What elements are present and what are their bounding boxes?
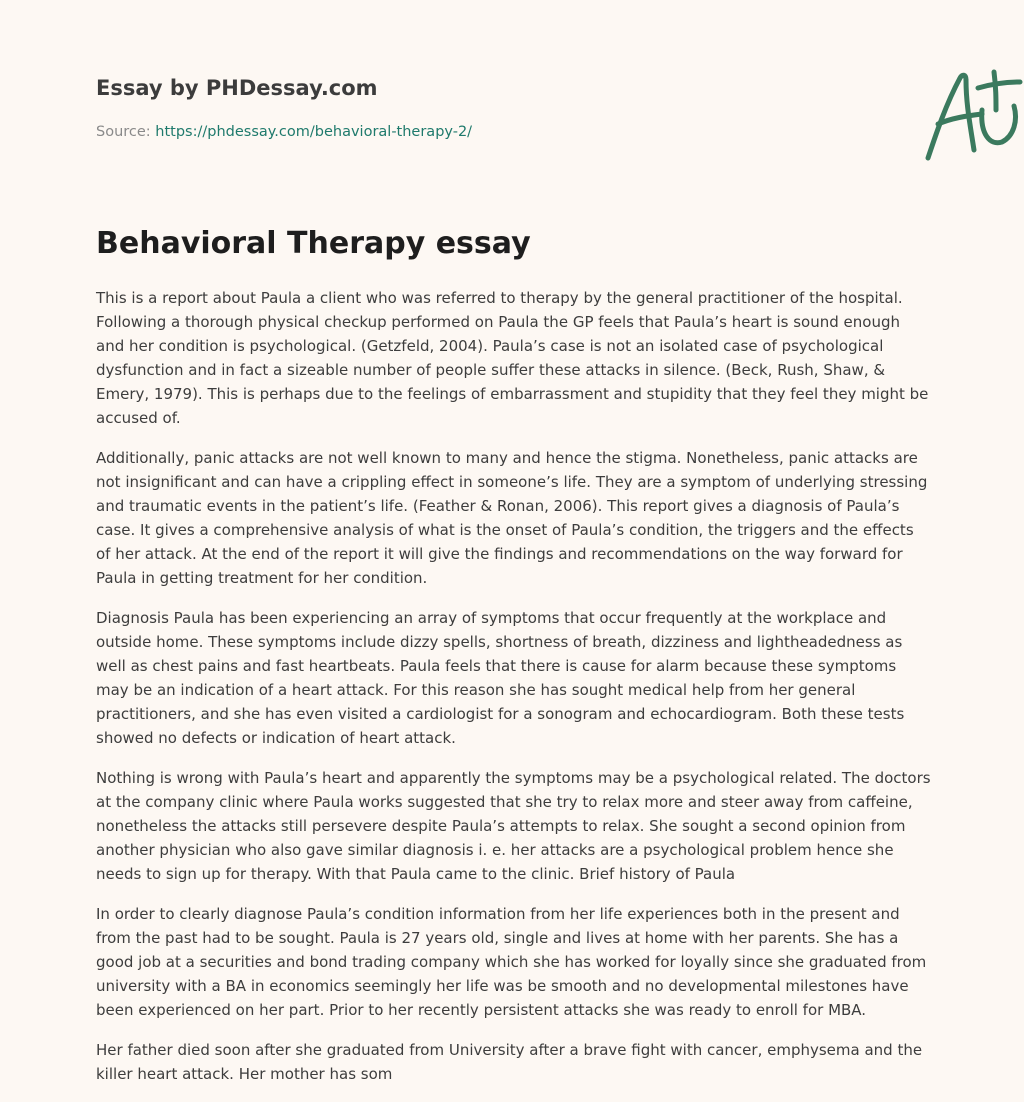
- paragraph: Additionally, panic attacks are not well known to many and hence the stigma. Nonetheless, panic attacks are not insignificant and can have a crippling effect in someone’s life. They are a symptom of underlying stressing and traumatic events in the patient’s life. (Feather & Ronan, 2006). This report gives a diagnosis of Paula’s case. It gives a comprehensive analysis of what is the onset of Paula’s condition, the triggers and the effects of her attack. At the end of the report it will give the findings and recommendations on the way forward for Paula in getting treatment for her condition.: [96, 449, 928, 587]
- paragraph: In order to clearly diagnose Paula’s condition information from her life experiences both in the present and from the past had to be sought. Paula is 27 years old, single and lives at home with her parents. She has a good job at a securities and bond trading company which she has worked for loyally since she graduated from university with a BA in economics seemingly her life was be smooth and no developmental milestones have been experienced on her part. Prior to her recently persistent attacks she was ready to enroll for MBA.: [96, 905, 927, 1019]
- site-title: Essay by PHDessay.com: [96, 76, 378, 100]
- source-line: [96, 124, 472, 140]
- a-plus-logo-icon: [916, 64, 1024, 164]
- essay-title: Behavioral Therapy essay: [96, 226, 531, 261]
- paragraph: Diagnosis Paula has been experiencing an array of symptoms that occur frequently at the workplace and outside home. These symptoms include dizzy spells, shortness of breath, dizziness and lightheadedness as well as chest pains and fast heartbeats. Paula feels that there is cause for alarm because these symptoms may be an indication of a heart attack. For this reason she has sought medical help from her general practitioners, and she has even visited a cardiologist for a sonogram and echocardiogram. Both these tests showed no defects or indication of heart attack.: [96, 609, 905, 747]
- source-link[interactable]: https://phdessay.com/behavioral-therapy-2/: [155, 124, 473, 140]
- paragraph: Nothing is wrong with Paula’s heart and apparently the symptoms may be a psychological related. The doctors at the company clinic where Paula works suggested that she try to relax more and steer away from caffeine, nonetheless the attacks still persevere despite Paula’s attempts to relax. She sought a second opinion from another physician who also gave similar diagnosis i. e. her attacks are a psychological problem hence she needs to sign up for therapy. With that Paula came to the clinic. Brief history of Paula: [96, 769, 931, 883]
- paragraph: Her father died soon after she graduated from University after a brave fight with cancer, emphysema and the killer heart attack. Her mother has som: [96, 1041, 923, 1083]
- paragraph: This is a report about Paula a client who was referred to therapy by the general practitioner of the hospital. Following a thorough physical checkup performed on Paula the GP feels that Paula’s heart is sound enough and her condition is psychological. (Getzfeld, 2004). Paula’s case is not an isolated case of psychological dysfunction and in fact a sizeable number of people suffer these attacks in silence. (Beck, Rush, Shaw, & Emery, 1979). This is perhaps due to the feelings of embarrassment and stupidity that they feel they might be accused of.: [96, 289, 929, 427]
- source-label: Source:: [96, 124, 156, 140]
- essay-body: [96, 286, 932, 1102]
